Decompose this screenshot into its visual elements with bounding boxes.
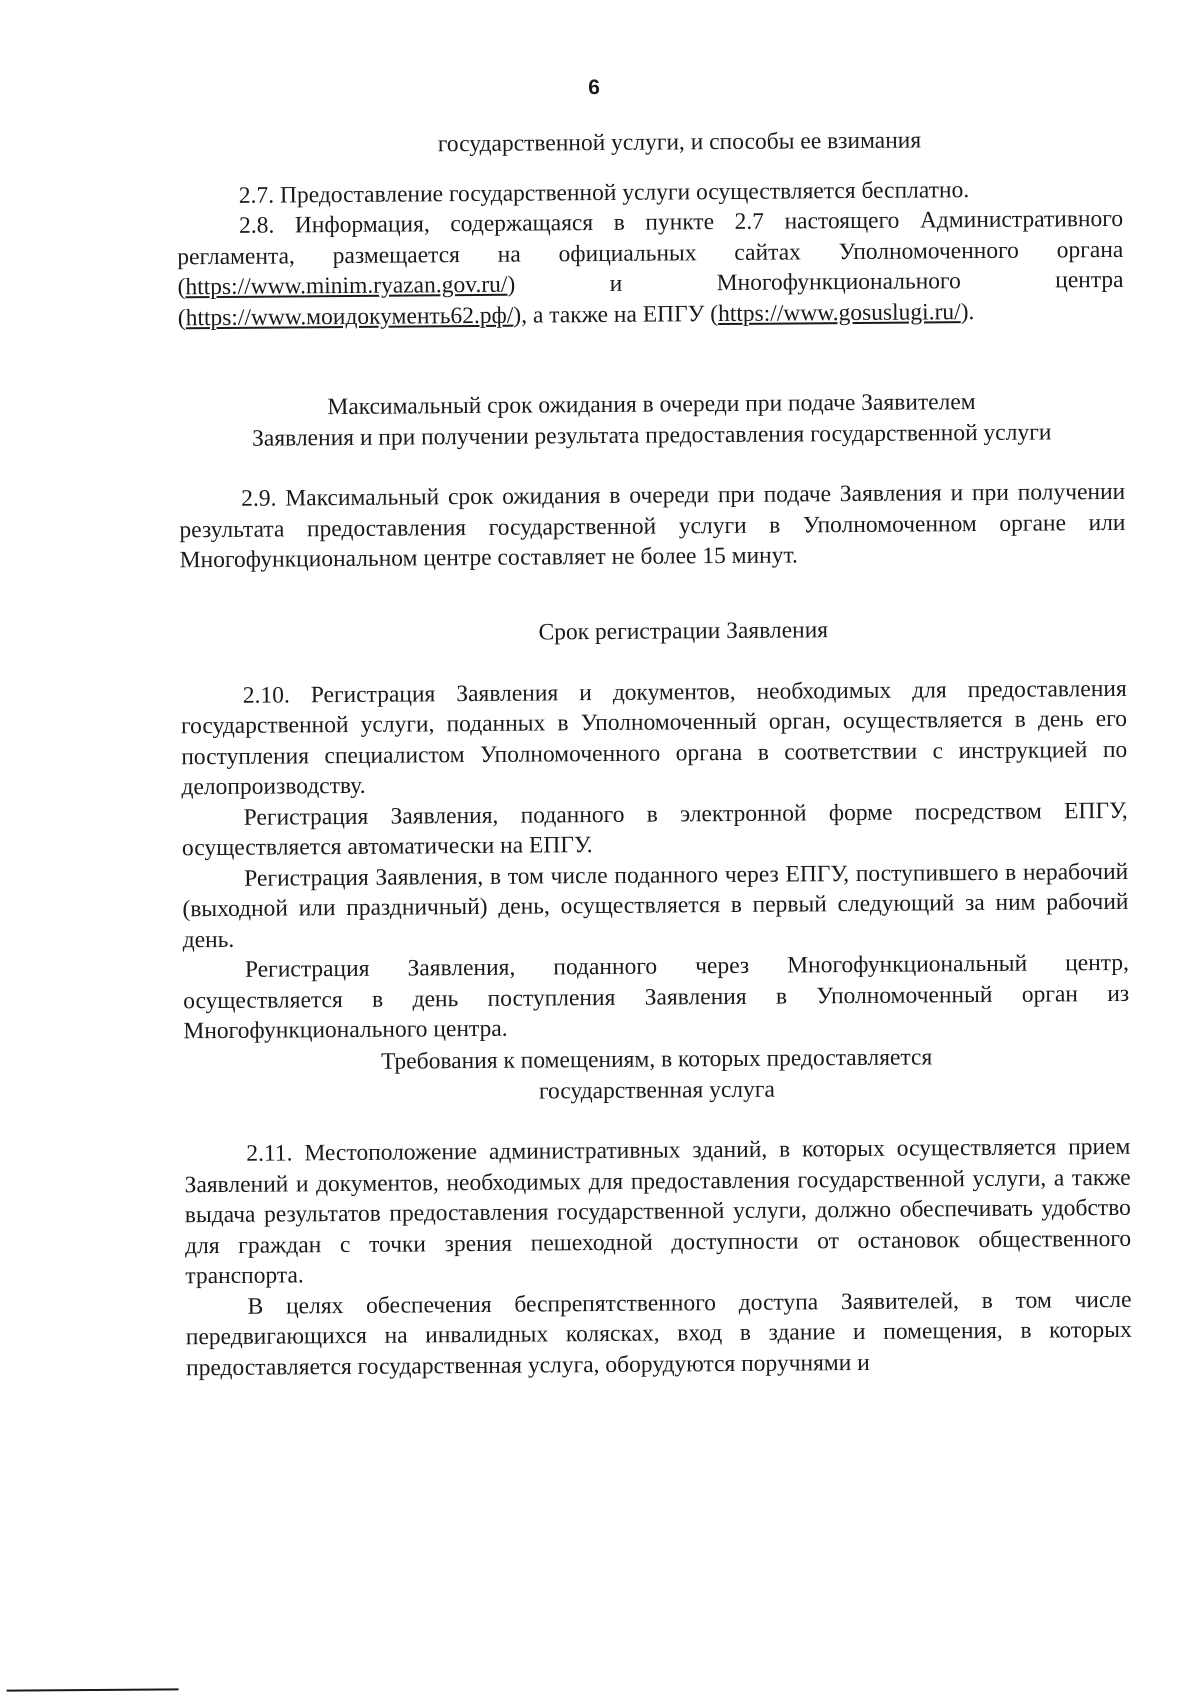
- paragraph-2-10: 2.10. Регистрация Заявления и документов, необходимых для предоставления государственной услуги, поданных в Уполномоченный орган, осуществляется в день его поступления специалистом Уполномоченного органа в соответствии с инструкцией по делопроизводству.: [180, 675, 1128, 801]
- paragraph-2-11-accessibility: В целях обеспечения беспрепятственного доступа Заявителей, в том числе передвигающихся на инвалидных колясках, вход в здание и помещения, в которых предоставляется государственная услуга, оборудуются поручнями и: [185, 1286, 1132, 1381]
- fee-section: [176, 124, 1124, 333]
- premises-heading-line2: государственная услуга: [538, 1076, 775, 1104]
- paragraph-2-10-electronic: Регистрация Заявления, поданного в электронной форме посредством ЕПГУ, осуществляется автоматически на ЕПГУ.: [181, 797, 1128, 862]
- paragraph-2-9: 2.9. Максимальный срок ожидания в очереди при подаче Заявления и при получении результата предоставления государственной услуги в Уполномоченном органе или Многофункциональном центре составляет не более 15 минут.: [179, 478, 1126, 574]
- minim-ryazan-link[interactable]: https://www.minim.ryazan.gov.ru/: [185, 271, 508, 301]
- page-number: 6: [588, 75, 600, 100]
- paragraph-2-8-tail: ).: [960, 298, 975, 325]
- paragraph-2-8-mid1: ) и Многофункционального центра (: [177, 266, 1124, 331]
- fee-heading-tail: государственной услуги, и способы ее взимания: [437, 127, 922, 158]
- paragraph-2-7: 2.7. Предоставление государственной услуги осуществляется бесплатно.: [238, 176, 970, 209]
- paragraph-2-8-lead: 2.8. Информация, содержащаяся в пункте 2.7 настоящего Административного регламента, размещается на официальных сайтах Уполномоченного органа (: [177, 205, 1124, 301]
- registration-heading: Срок регистрации Заявления: [538, 617, 829, 646]
- registration-section: [180, 613, 1129, 1047]
- premises-section: [184, 1041, 1133, 1383]
- paragraph-2-10-mfc: Регистрация Заявления, поданного через Многофункциональный центр, осуществляется в день поступления Заявления в Уполномоченный орган из Многофункционального центра.: [183, 949, 1130, 1045]
- queue-heading-line1: Максимальный срок ожидания в очереди при подаче Заявителем: [327, 389, 976, 421]
- paragraph-2-8: [177, 204, 1124, 333]
- paragraph-2-8-mid2: ), а также на ЕПГУ (: [513, 300, 719, 329]
- paragraph-2-11: 2.11. Местоположение административных зданий, в которых осуществляется прием Заявлений и документов, необходимых для предоставления государственной услуги, а также выдача результатов предоставления государственной услуги, должно обеспечивать удобство для граждан с точки зрения пешеходной доступности от остановок общественного транспорта.: [184, 1133, 1132, 1290]
- queue-heading-line2: Заявления и при получении результата предоставления государственной услуги: [251, 418, 1052, 452]
- queue-section: [178, 386, 1125, 576]
- gosuslugi-link[interactable]: https://www.gosuslugi.ru/: [717, 298, 961, 327]
- moidokumenty62-link[interactable]: https://www.моидокументь62.рф/: [185, 302, 514, 331]
- premises-heading-line1: Требования к помещениям, в которых предоставляется: [380, 1044, 933, 1075]
- footer-rule: [7, 1688, 179, 1691]
- paragraph-2-10-nonworking-day: Регистрация Заявления, в том числе поданного через ЕПГУ, поступившего в нерабочий (выходной или праздничный) день, осуществляется в первый следующий за ним рабочий день.: [182, 858, 1129, 953]
